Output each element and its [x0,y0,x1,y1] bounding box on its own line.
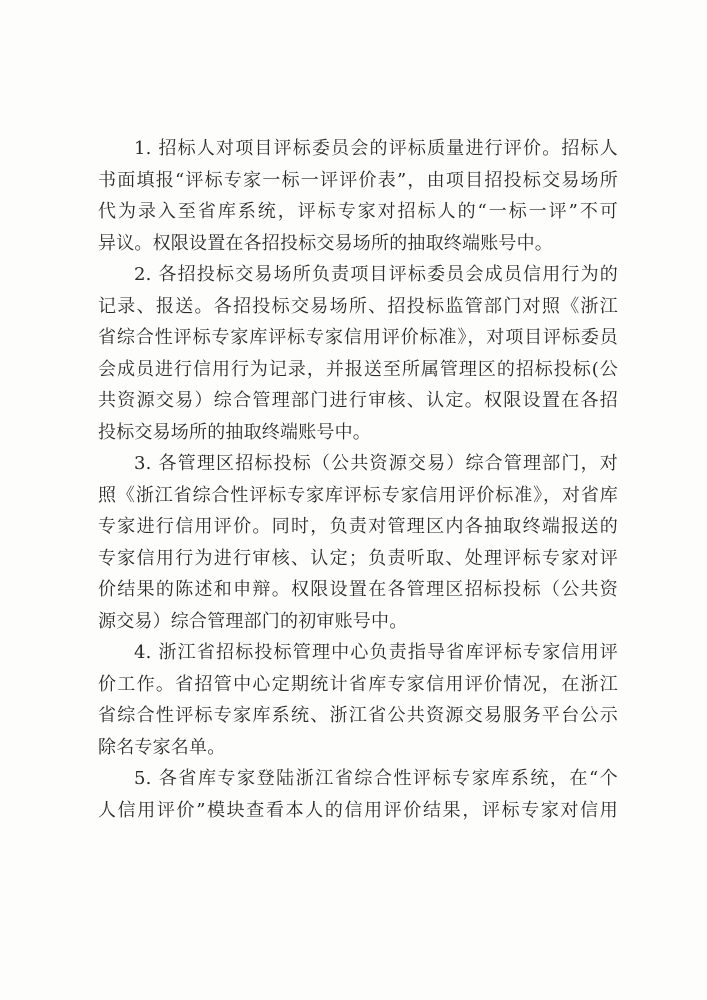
text-line: 省综合性评标专家库系统、浙江省公共资源交易服务平台公示 [98,705,618,726]
text-line: 5. 各省库专家登陆浙江省综合性评标专家库系统，在“个 [134,768,618,789]
paragraph-4 [98,637,618,763]
text-line: 专家信用行为进行审核、认定；负责听取、处理评标专家对评 [98,547,618,569]
text-line: 价结果的陈述和申辩。权限设置在各管理区招标投标（公共资 [98,579,618,600]
text-line: 3. 各管理区招标投标（公共资源交易）综合管理部门，对 [134,453,618,474]
text-line: 价工作。省招管中心定期统计省库专家信用评价情况，在浙江 [98,673,618,695]
text-line: 人信用评价”模块查看本人的信用评价结果，评标专家对信用 [98,799,618,821]
text-line: 除名专家名单。 [98,736,226,758]
text-line: 共资源交易）综合管理部门进行审核、认定。权限设置在各招 [98,390,618,411]
text-line: 会成员进行信用行为记录，并报送至所属管理区的招标投标(公 [98,358,618,380]
text-line: 投标交易场所的抽取终端账号中。 [98,421,371,443]
text-line: 4. 浙江省招标投标管理中心负责指导省库评标专家信用评 [134,642,618,663]
paragraph-5 [98,763,618,826]
document-body [98,133,618,826]
paragraph-2 [98,259,618,448]
text-line: 照《浙江省综合性评标专家库评标专家信用评价标准》，对省库 [98,484,618,506]
text-line: 1. 招标人对项目评标委员会的评标质量进行评价。招标人 [134,138,618,159]
text-line: 源交易）综合管理部门的初审账号中。 [98,610,408,632]
text-line: 异议。权限设置在各招投标交易场所的抽取终端账号中。 [98,232,553,254]
text-line: 记录、报送。各招投标交易场所、招投标监管部门对照《浙江 [98,295,618,317]
text-line: 代为录入至省库系统，评标专家对招标人的“一标一评”不可 [98,201,618,222]
paragraph-3 [98,448,618,637]
paragraph-1 [98,133,618,259]
text-line: 省综合性评标专家库评标专家信用评价标准》，对项目评标委员 [98,327,618,348]
text-line: 书面填报“评标专家一标一评评价表”，由项目招投标交易场所 [98,169,618,191]
text-line: 2. 各招投标交易场所负责项目评标委员会成员信用行为的 [134,264,618,285]
text-line: 专家进行信用评价。同时，负责对管理区内各抽取终端报送的 [98,516,618,537]
